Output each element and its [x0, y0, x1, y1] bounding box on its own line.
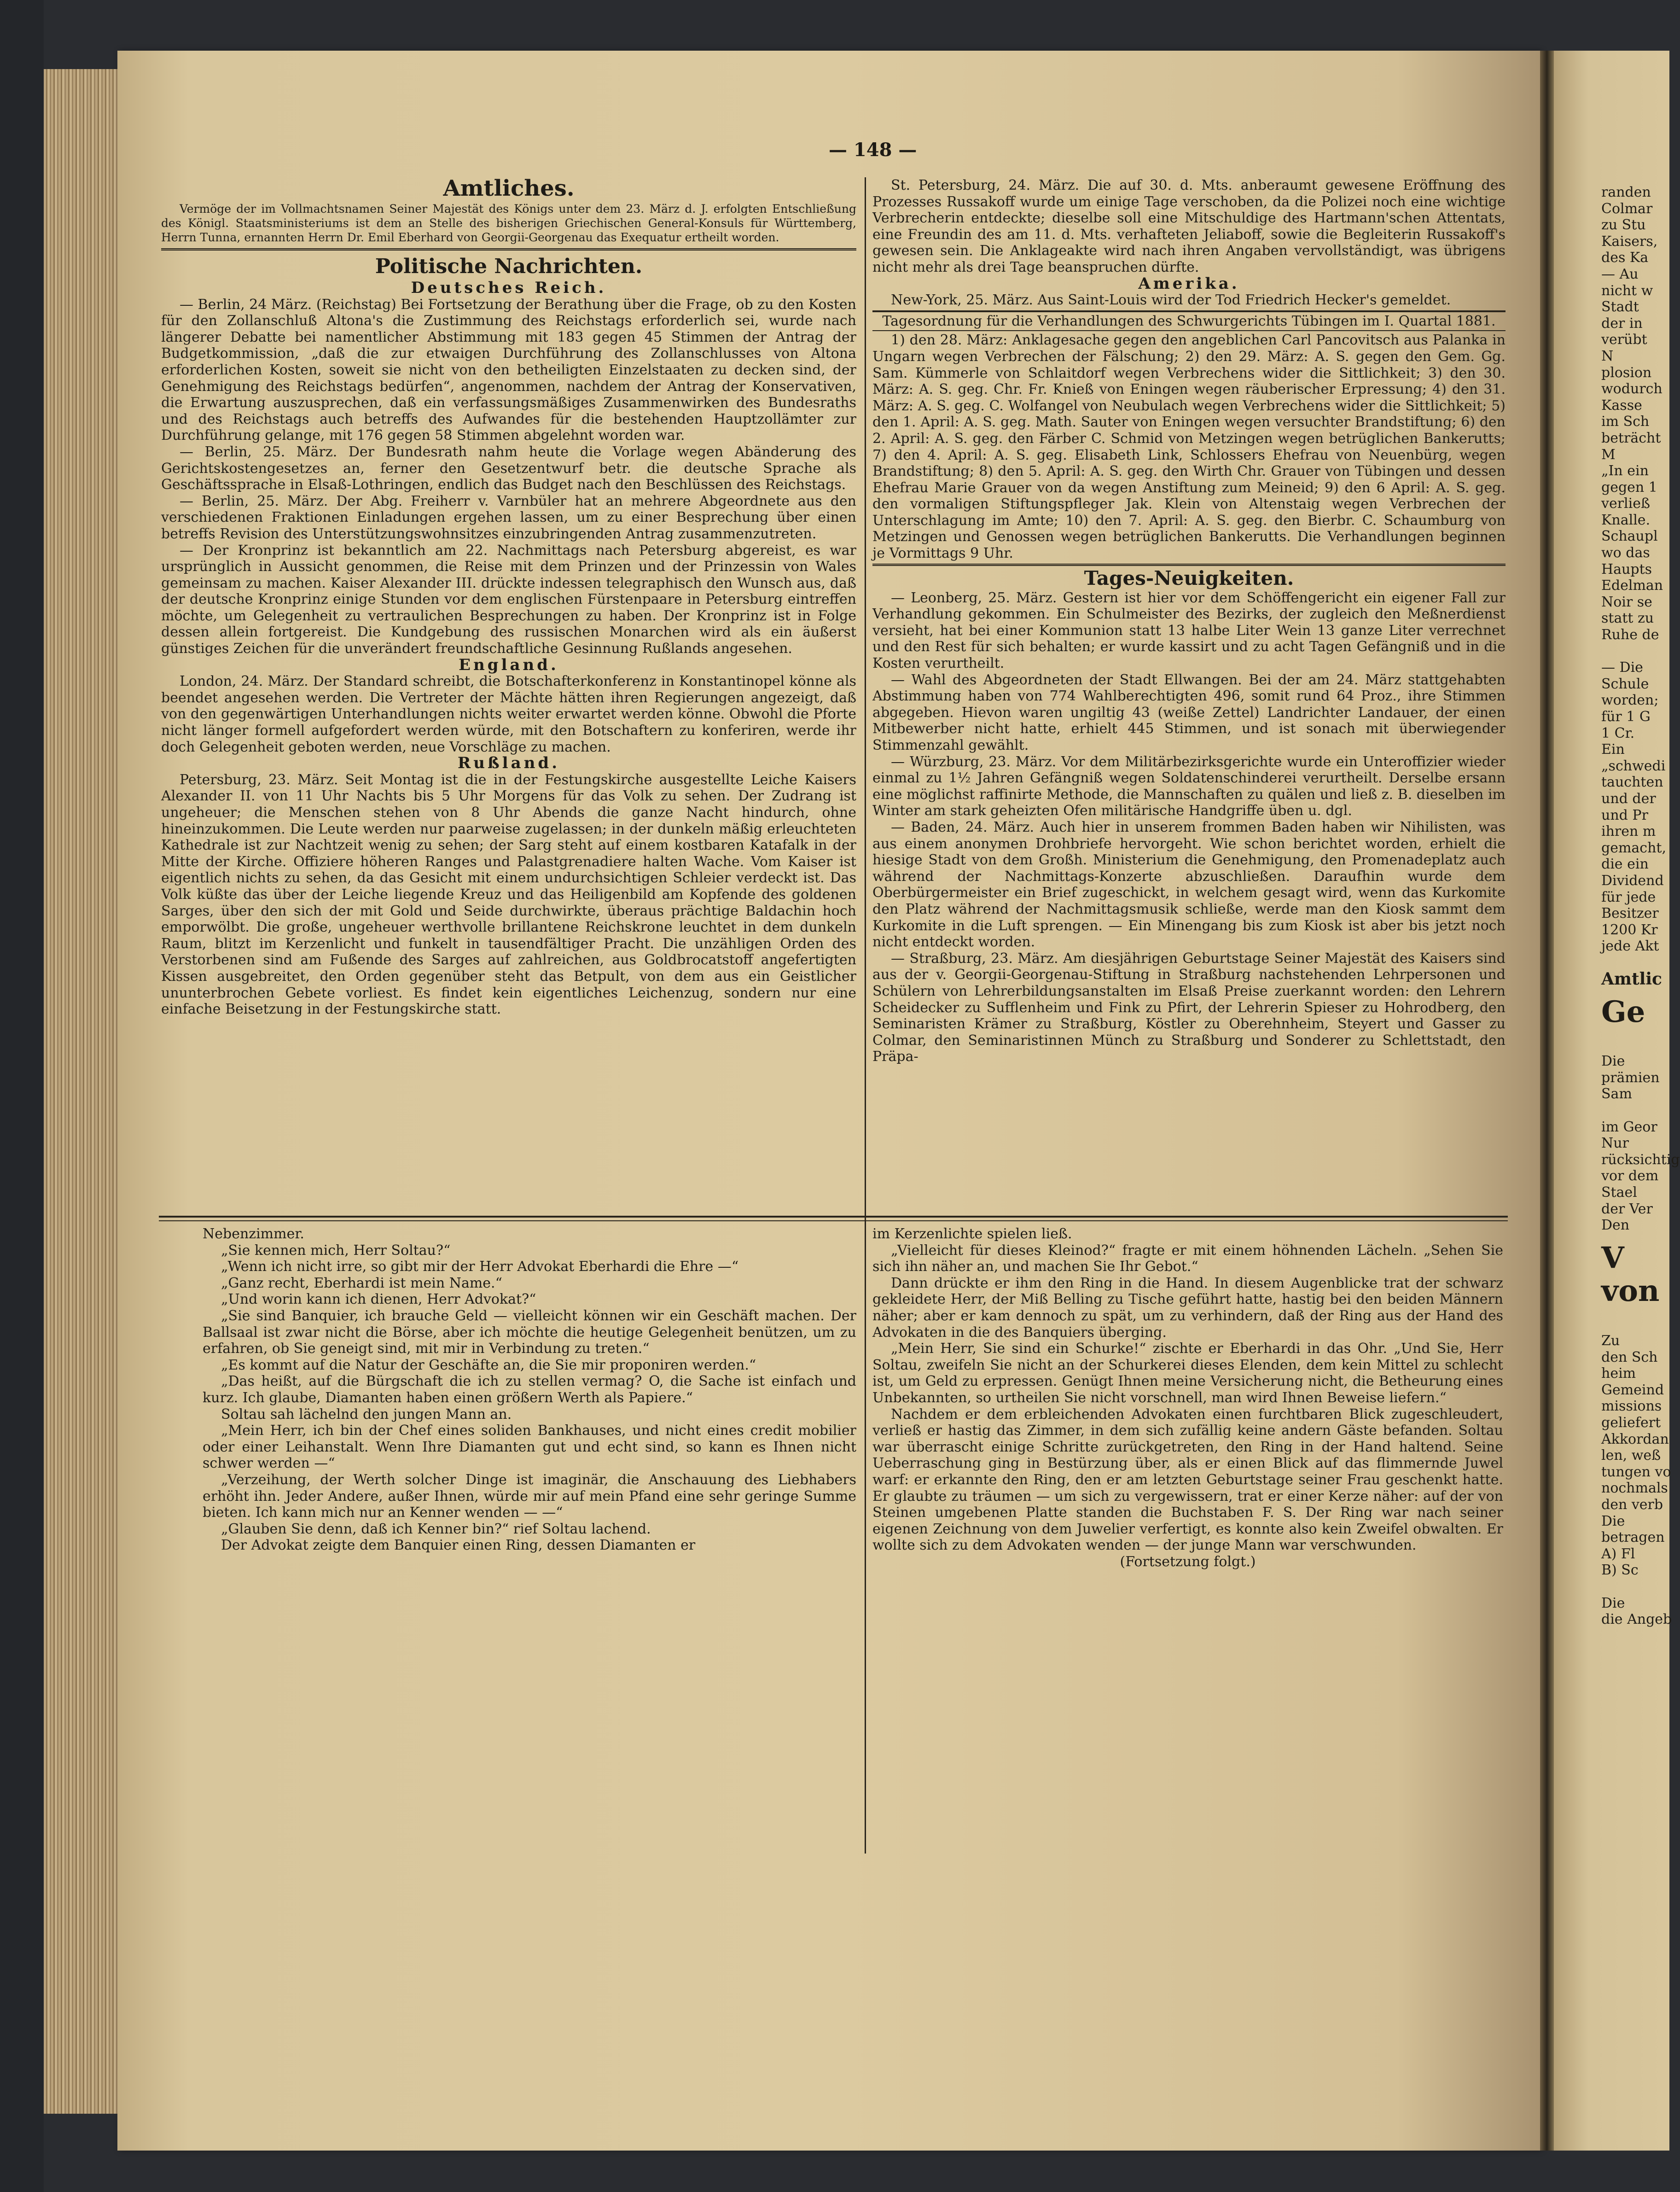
next-page-fragment-line: [1601, 1316, 1669, 1333]
amtliches-text: Vermöge der im Vollmachtsnamen Seiner Majestät des Königs unter dem 23. März d. J. erfolgten Entschließung des Königl. Staatsministeriums ist dem an Stelle des bisherigen Griechischen General-Konsuls für Württemberg, Herrn Tunna, ernannten Herrn Dr. Emil Eberhard von Georgii-Georgenau das Exequatur ertheilt worden.: [161, 202, 856, 244]
next-page-fragment-line: — Au: [1601, 266, 1639, 282]
deutsches-reich-heading: Deutsches Reich.: [411, 279, 607, 297]
next-page-fragment-line: [1601, 955, 1669, 971]
next-page-fragment-line: [1601, 1037, 1669, 1054]
next-page-fragment-line: von: [1601, 1274, 1660, 1309]
feuilleton-line: Der Advokat zeigte dem Banquier einen Ring, dessen Diamanten er: [221, 1537, 696, 1554]
next-page-fragment-line: Gemeind: [1601, 1382, 1664, 1398]
feuilleton-line: im Kerzenlichte spielen ließ.: [872, 1226, 1072, 1242]
rule: [161, 245, 856, 251]
book-cover-edge: [0, 0, 44, 2192]
next-page-fragment-line: beträcht: [1601, 430, 1661, 446]
feuilleton-line: Soltau sah lächelnd den jungen Mann an.: [221, 1406, 512, 1422]
next-page-fragment-line: nicht w: [1601, 282, 1653, 299]
next-page-fragment-line: prämien: [1601, 1069, 1660, 1086]
next-page-fragment-line: N: [1601, 348, 1614, 364]
next-page-fragment-line: statt zu: [1601, 610, 1654, 627]
article-london: London, 24. März. Der Standard schreibt, die Botschafterkonferenz in Konstantinopel könne als beendet angesehen werden. Die Vertreter der Mächte hätten ihren Regierungen angezeigt, daß von den gegenwärtigen Unterhandlungen nichts weiter erwartet werden könne. Obwohl die Pforte nicht länger formell aufgefordert werden würde, mit den Botschaftern zu konferiren, werde ihr doch Gelegenheit geboten werden, neue Vorschläge zu machen.: [161, 673, 856, 755]
next-page-fragment-line: verließ: [1601, 496, 1651, 512]
england-heading: England.: [459, 655, 559, 674]
article-baden: — Baden, 24. März. Auch hier in unserem frommen Baden haben wir Nihilisten, was aus einem anonymen Drohbriefe hervorgeht. Wie schon berichtet worden, erhielt die hiesige Stadt von dem Großh. Ministerium die Genehmigung, den Promenadeplatz auch während der Nachmittags-Konzerte abzuschließen. Daraufhin wurde dem Oberbürgermeister ein Brief zugeschickt, in welchem gesagt wird, wenn das Kurkomite den Platz während der Nachmittagsmusik schließe, werde man den Kiosk sammt dem Kurkomite in die Luft sprengen. — Ein Minengang bis zum Kiosk ist aber bis jetzt noch nicht entdeckt worden.: [872, 819, 1506, 950]
next-page-fragment-line: A) Fl: [1601, 1545, 1635, 1562]
tages-neuigkeiten-heading: Tages-Neuigkeiten.: [1084, 566, 1294, 589]
next-page-fragment-line: [1601, 643, 1669, 660]
next-page-fragment-line: betragen: [1601, 1529, 1665, 1546]
article-kronprinz: — Der Kronprinz ist bekanntlich am 22. Nachmittags nach Petersburg abgereist, es war ursprünglich in Aussicht genommen, die Reise mit dem Prinzen und der Prinzessin von Wales gemeinsam zu machen. Kaiser Alexander III. drückte indessen telegraphisch den Wunsch aus, daß der deutsche Kronprinz einige Stunden vor dem englischen Fürstenpaare in Petersburg eintreffen möchte, um Gelegenheit zu vertraulichen Besprechungen zu haben. Der Kronprinz ist in Folge dessen allein fortgereist. Die Kundgebung des russischen Monarchen wird als ein äußerst günstiges Zeichen für die unverändert freundschaftliche Gesinnung Rußlands angesehen.: [161, 542, 856, 657]
next-page-fragment-line: Knalle.: [1601, 512, 1651, 528]
next-page-fragment-line: [1601, 1579, 1669, 1595]
feuilleton-rule: [159, 1216, 1508, 1218]
next-page-fragment-line: 1 Cr.: [1601, 725, 1635, 741]
rule: [872, 564, 1506, 566]
feuilleton-line: „Sie sind Banquier, ich brauche Geld — vielleicht können wir ein Geschäft machen. Der Ballsaal ist zwar nicht die Börse, aber ich möchte die heutige Gelegenheit benützen, um zu erfahren, ob Sie geneigt sind, mit mir in Verbindung zu treten.“: [203, 1307, 856, 1357]
feuilleton-line: „Glauben Sie denn, daß ich Kenner bin?“ rief Soltau lachend.: [221, 1521, 651, 1537]
next-page-fragment-line: Kaisers,: [1601, 233, 1658, 250]
next-page-fragment-line: der in: [1601, 315, 1643, 332]
feuilleton-line: „Es kommt auf die Natur der Geschäfte an, die Sie mir proponiren werden.“: [221, 1357, 756, 1373]
feuilleton-line: „Verzeihung, der Werth solcher Dinge ist imaginär, die Anschauung des Liebhabers erhöht ihn. Jeder Andere, außer Ihnen, würde mir auf mein Pfand eine sehr geringe Summe bieten. Ich kann mich nur an Kenner wenden — —“: [203, 1471, 856, 1521]
next-page-fragment-line: ihren m: [1601, 823, 1656, 840]
feuilleton-line: „Sie kennen mich, Herr Soltau?“: [221, 1242, 451, 1259]
left-column-top: [161, 175, 856, 1213]
article-new-york: New-York, 25. März. Aus Saint-Louis wird der Tod Friedrich Hecker's gemeldet.: [891, 292, 1451, 309]
next-page-fragment-line: Zu: [1601, 1333, 1620, 1349]
next-page-fragment-line: im Sch: [1601, 414, 1650, 430]
next-page-fragment-line: wodurch: [1601, 381, 1663, 397]
next-page-fragment-line: Ein: [1601, 741, 1625, 758]
feuilleton-line: „Wenn ich nicht irre, so gibt mir der Herr Advokat Eberhardi die Ehre —“: [221, 1259, 739, 1275]
next-page-fragment-line: [1601, 1102, 1669, 1119]
next-page-fragment-line: Die: [1601, 1053, 1625, 1070]
next-page-fragment-line: Noir se: [1601, 594, 1652, 610]
feuilleton-line: Nebenzimmer.: [203, 1226, 304, 1242]
next-page-fragment-line: randen: [1601, 184, 1651, 200]
next-page-fragment-line: vor dem: [1601, 1168, 1659, 1184]
article-berlin-2: — Berlin, 25. März. Der Bundesrath nahm heute die Vorlage wegen Abänderung des Gerichtskostengesetzes an, ferner den Gesetzentwurf betr. die deutsche Sprache als Geschäftssprache in Elsaß-Lothringen, endlich das Budget nach den Beschlüssen des Reichstags.: [161, 443, 856, 493]
next-page-fragment-line: zu Stu: [1601, 217, 1646, 233]
feuilleton-left: [203, 1226, 856, 1866]
feuilleton-line: Dann drückte er ihm den Ring in die Hand. In diesem Augenblicke trat der schwarz gekleidete Herr, der Miß Belling zu Tische geführt hatte, hastig bei den beiden Männern näher; aber er kam dennoch zu spät, um zu verhindern, daß der Ring aus der Hand des Advokaten in die des Banquiers überging.: [872, 1275, 1503, 1341]
next-page-fragment-line: Die: [1601, 1513, 1625, 1529]
next-page-fragment-line: „In ein: [1601, 463, 1649, 479]
feuilleton-line: „Und worin kann ich dienen, Herr Advokat?“: [221, 1291, 536, 1308]
feuilleton-line: „Vielleicht für dieses Kleinod?“ fragte er mit einem höhnenden Lächeln. „Sehen Sie sich ihn näher an, und machen Sie Ihr Gebot.“: [872, 1242, 1503, 1275]
next-page-fragment-line: heim: [1601, 1365, 1636, 1382]
amerika-heading: Amerika.: [1138, 274, 1240, 293]
next-page-fragment-line: verübt: [1601, 332, 1647, 348]
next-page-fragment-line: wo das: [1601, 545, 1650, 561]
article-wuerzburg: — Würzburg, 23. März. Vor dem Militärbezirksgerichte wurde ein Unteroffizier wieder einmal zu 1½ Jahren Gefängniß wegen Soldatenschinderei verurtheilt. Derselbe ersann eine möglichst raffinirte Methode, die Mannschaften zu quälen und ließ z. B. dieselben im Winter am stark geheizten Ofen militärische Handgriffe üben u. dgl.: [872, 753, 1506, 819]
next-page-fragment-line: geliefert: [1601, 1414, 1661, 1431]
next-page-fragment-line: Amtlic: [1601, 969, 1662, 989]
next-page-fragment-line: Die: [1601, 1595, 1625, 1611]
next-page-fragment-line: tungen vo: [1601, 1463, 1671, 1480]
article-strassburg: — Straßburg, 23. März. Am diesjährigen Geburtstage Seiner Majestät des Kaisers sind aus der v. Georgii-Georgenau-Stiftung in Straßburg nachstehenden Lehrpersonen und Schülern von Lehrerbildungsanstalten im Elsaß Preise zuerkannt worden: den Lehrern Scheidecker zu Sufflenheim und Fink zu Pfirt, der Lehrerin Spieser zu Hohrodberg, den Seminaristen Krämer zu Straßburg, Köstler zu Oberehnheim, Steyert und Gasser zu Colmar, den Seminaristinnen Münch zu Straßburg und Sonderer zu Schlettstadt, den Präpa-: [872, 950, 1506, 1065]
next-page-fragment-line: des Ka: [1601, 250, 1649, 266]
feuilleton-line: „Das heißt, auf die Bürgschaft die ich zu stellen vermag? O, die Sache ist einfach und kurz. Ich glaube, Diamanten haben einen größern Werth als Papiere.“: [203, 1373, 856, 1406]
next-page-fragment-line: tauchten: [1601, 774, 1663, 791]
article-leonberg: — Leonberg, 25. März. Gestern ist hier vor dem Schöffengericht ein eigener Fall zur Verhandlung gekommen. Ein Schulmeister des Bezirks, der zugleich den Meßnerdienst versieht, hat bei einer Kommunion statt 13 halbe Liter Wein 13 ganze Liter verrechnet und den Rest für sich behalten; er wurde kassirt und zu acht Tagen Gefängniß und in die Kosten verurtheilt.: [872, 589, 1506, 672]
next-page-fragment-line: Dividend: [1601, 872, 1664, 889]
next-page-fragment-line: Schaupl: [1601, 528, 1658, 545]
article-st-petersburg: St. Petersburg, 24. März. Die auf 30. d. Mts. anberaumt gewesene Eröffnung des Prozesses Russakoff wurde um einige Tage verschoben, da die Polizei noch eine wichtige Verbrecherin entdeckte; dieselbe soll eine Mitschuldige des Hartmann'schen Attentats, eine Freundin des am 11. d. Mts. verhafteten Jeliaboff, sowie die Begleiterin Russakoff's gewesen sein. Die Anklageakte wird nach ihren Angaben vervollständigt, was übrigens nicht mehr als drei Tage beanspruchen dürfte.: [872, 177, 1506, 275]
fortsetzung-folgt: (Fortsetzung folgt.): [1120, 1553, 1256, 1570]
next-page-fragment-line: B) Sc: [1601, 1562, 1639, 1579]
article-ellwangen: — Wahl des Abgeordneten der Stadt Ellwangen. Bei der am 24. März stattgehabten Abstimmung haben von 774 Wahlberechtigten 496, somit rund 64 Proz., ihre Stimmen abgegeben. Hievon waren ungiltig 43 (weiße Zettel) Landrichter Landauer, der einen Mitbewerber nicht hatte, erhielt 445 Stimmen, und ist sonach mit überwiegender Stimmenzahl gewählt.: [872, 671, 1506, 753]
next-page-fragment-line: missions: [1601, 1398, 1662, 1415]
next-page-fragment-line: Akkordan: [1601, 1431, 1669, 1447]
right-column-top: [872, 177, 1506, 1211]
next-page-fragment-line: für jede: [1601, 889, 1656, 905]
rule: [872, 330, 1506, 331]
politische-heading: Politische Nachrichten.: [375, 255, 643, 278]
next-page-fragment-line: „schwedi: [1601, 758, 1666, 774]
next-page-fragment-line: die Angeb: [1601, 1611, 1672, 1628]
next-page-fragment-line: M: [1601, 446, 1616, 463]
next-page-fragment-line: gemacht,: [1601, 839, 1667, 856]
russland-heading: Rußland.: [457, 754, 560, 773]
next-page-fragment-column: [1601, 184, 1680, 2049]
next-page-fragment-line: Stadt: [1601, 299, 1639, 315]
article-berlin-3: — Berlin, 25. März. Der Abg. Freiherr v. Varnbüler hat an mehrere Abgeordnete aus den verschiedenen Fraktionen Einladungen ergehen lassen, um zu einer Besprechung über einen betreffs Revision des Unterstützungswohnsitzes einzubringenden Antrag zusammenzutreten.: [161, 493, 856, 542]
page-edges: [44, 69, 117, 2114]
next-page-fragment-line: und Pr: [1601, 807, 1648, 823]
next-page-fragment-line: Besitzer: [1601, 905, 1659, 922]
next-page-fragment-line: jede Akt: [1601, 938, 1659, 955]
next-page-fragment-line: gegen 1: [1601, 479, 1657, 496]
next-page-fragment-line: Stael: [1601, 1184, 1637, 1201]
next-page-fragment-line: die ein: [1601, 856, 1649, 873]
next-page-fragment-line: der Ver: [1601, 1201, 1653, 1217]
next-page-fragment-line: Den: [1601, 1217, 1630, 1234]
next-page-fragment-line: Colmar: [1601, 200, 1653, 217]
article-petersburg: Petersburg, 23. März. Seit Montag ist die in der Festungskirche ausgestellte Leiche Kaisers Alexander II. von 11 Uhr Nachts bis 5 Uhr Morgens für das Volk zu sehen. Der Zudrang ist ungeheuer; die Menschen stehen von 8 Uhr Abends die ganze Nacht hindurch, ohne hineinzukommen. Die Leute werden nur paarweise zugelassen; in der dunkeln mäßig erleuchteten Kathedrale ist zur Nachtzeit wenig zu sehen; der Sarg steht auf einem kostbaren Katafalk in der Mitte der Kirche. Offiziere höheren Ranges und Palastgrenadiere halten Wache. Vom Kaiser ist eigentlich nichts zu sehen, da das Gesicht mit einem undurchsichtigen Schleier verdeckt ist. Das Volk küßte das über der Leiche liegende Kreuz und das Heiligenbild am Kopfende des goldenen Sarges, über den sich der mit Gold und Seide durchwirkte, überaus prächtige Baldachin hoch emporwölbt. Die große, ungeheuer werthvolle brillantene Reichskrone leuchtet in dem dunkeln Raum, blitzt im Kerzenlicht und funkelt in tausendfältiger Pracht. Die unzähligen Orden des Verstorbenen sind am Fußende des Sarges auf zahlreichen, aus Goldbrocatstoff angefertigten Kissen ausgebreitet, den Orden gegenüber steht das Betpult, von dem aus ein Geistlicher ununterbrochen Gebete vorliest. Es findet kein eigentliches Leichenzug, sondern nur eine einfache Beisetzung in der Festungskirche statt.: [161, 771, 856, 1018]
next-page-fragment-line: Ruhe de: [1601, 627, 1659, 643]
next-page-fragment-line: im Geor: [1601, 1119, 1657, 1135]
tagesordnung-heading: Tagesordnung für die Verhandlungen des Schwurgerichts Tübingen im I. Quartal 1881.: [882, 313, 1496, 329]
next-page-fragment-line: Nur: [1601, 1135, 1629, 1152]
next-page-fragment-line: den Sch: [1601, 1349, 1658, 1365]
tagesordnung-text: 1) den 28. März: Anklagesache gegen den angeblichen Carl Pancovitsch aus Palanka in Ungarn wegen Verbrechen der Fälschung; 2) den 29. März: A. S. gegen den Gem. Gg. Sam. Kümmerle von Schlaitdorf wegen Verbrechens wider die Sittlichkeit; 3) den 30. März: A. S. geg. Chr. Fr. Knieß von Eningen wegen räuberischer Erpressung; 4) den 31. März: A. S. geg. C. Wolfangel von Neubulach wegen Verbrechens wider die Sittlichkeit; 5) den 1. April: A. S. geg. Math. Sauter von Eningen wegen versuchter Brandstiftung; 6) den 2. April: A. S. geg. den Färber C. Schmid von Metzingen wegen betrüglichen Bankerutts; 7) den 4. April: A. S. geg. Elisabeth Link, Schlossers Ehefrau von Neuenbürg, wegen Brandstiftung; 8) den 5. April: A. S. geg. den Wirth Chr. Grauer von Tübingen und dessen Ehefrau Marie Grauer von da wegen Anstiftung zum Meineid; 9) den 6 April: A. S. geg. den vormaligen Stiftungspfleger Jak. Klein von Altenstaig wegen Verbrechen der Unterschlagung im Amte; 10) den 7. April: A. S. geg. den Bierbr. C. Schaumburg von Metzingen und Genossen wegen betrüglichen Bankerutts. Die Verhandlungen beginnen je Vormittags 9 Uhr.: [872, 332, 1506, 562]
column-divider: [865, 177, 866, 1854]
next-page-fragment-line: len, weß: [1601, 1447, 1661, 1464]
next-page-fragment-line: — Die: [1601, 659, 1643, 676]
next-page-fragment-line: für 1 G: [1601, 709, 1651, 725]
feuilleton-line: „Mein Herr, ich bin der Chef eines soliden Bankhauses, und nicht eines credit mobilier oder einer Leihanstalt. Wenn Ihre Diamanten gut und echt sind, so kann es Ihnen nicht schwer werden —“: [203, 1422, 856, 1472]
next-page-fragment-line: 1200 Kr: [1601, 921, 1658, 938]
page-number: — 148 —: [829, 139, 917, 161]
feuilleton-line: Nachdem er dem erbleichenden Advokaten einen furchtbaren Blick zugeschleudert, verließ er hastig das Zimmer, in dem sich zufällig keine andern Gäste befanden. Soltau war überrascht einige Schritte zurückgetreten, den Ring in der Hand haltend. Seine Ueberraschung ging in Bestürzung über, als er einen Blick auf das flimmernde Juwel warf: er erkannte den Ring, den er am letzten Geburtstage seiner Frau geschenkt hatte. Er glaubte zu träumen — um sich zu vergewissern, trat er einer Kerze näher: auf der von Steinen umgebenen Platte standen die Buchstaben F. S. Der Ring war nach seiner eigenen Zeichnung von dem Juwelier verfertigt, es konnte also kein Zweifel obwalten. Er wollte sich zu dem Advokaten wenden — der junge Mann war verschwunden.: [872, 1406, 1503, 1554]
feuilleton-line: „Ganz recht, Eberhardi ist mein Name.“: [221, 1275, 502, 1291]
next-page-fragment-line: Schule: [1601, 676, 1649, 692]
next-page-fragment-line: und der: [1601, 790, 1656, 807]
next-page-fragment-line: rücksichtig: [1601, 1151, 1680, 1168]
feuilleton-rule-2: [159, 1220, 1508, 1221]
feuilleton-line: „Mein Herr, Sie sind ein Schurke!“ zischte er Eberhardi in das Ohr. „Und Sie, Herr Soltau, zweifeln Sie nicht an der Schurkerei dieses Elenden, dem kein Mittel zu schlecht ist, um Geld zu erpressen. Genügt Ihnen meine Versicherung nicht, die Betheurung eines Unbekannten, so urtheilen Sie nicht vorschnell, man wird Ihnen Beweise liefern.“: [872, 1341, 1503, 1406]
next-page-fragment-line: worden;: [1601, 692, 1659, 709]
rule: [872, 310, 1506, 312]
next-page-fragment-line: den verb: [1601, 1496, 1663, 1513]
book-gutter: [1540, 51, 1554, 2151]
next-page-fragment-line: Ge: [1601, 994, 1645, 1029]
next-page-fragment-line: plosion: [1601, 364, 1652, 381]
feuilleton-right: [872, 1226, 1503, 1866]
next-page-fragment-line: Kasse: [1601, 397, 1642, 414]
next-page-fragment-line: Haupts: [1601, 561, 1652, 577]
next-page-fragment-line: Edelman: [1601, 577, 1663, 594]
amtliches-heading: Amtliches.: [443, 175, 575, 201]
next-page-fragment-line: Sam: [1601, 1086, 1632, 1102]
article-berlin-1: — Berlin, 24 März. (Reichstag) Bei Fortsetzung der Berathung über die Frage, ob zu den Kosten für den Zollanschluß Altona's die Zustimmung des Reichstags erforderlich sei, wurde nach längerer Debatte bei namentlicher Abstimmung mit 183 gegen 45 Stimmen der Antrag der Budgetkommission, „daß die zur etwaigen Durchführung des Zollanschlusses von Altona erforderlichen Kosten, soweit sie nicht von den betheiligten Einzelstaaten zu decken sind, der Genehmigung des Reichstags bedürfen“, angenommen, nachdem der Antrag der Konservativen, die Erwartung auszusprechen, daß ein verfassungsmäßiges Zusammenwirken des Bundesraths und des Reichstags auch betreffs des Aufwandes für die bestehenden Hauptzollämter zur Durchführung gelange, mit 176 gegen 58 Stimmen abgelehnt worden war.: [161, 296, 856, 444]
next-page-fragment-line: V: [1601, 1241, 1624, 1276]
next-page-fragment-line: nochmals: [1601, 1480, 1668, 1497]
